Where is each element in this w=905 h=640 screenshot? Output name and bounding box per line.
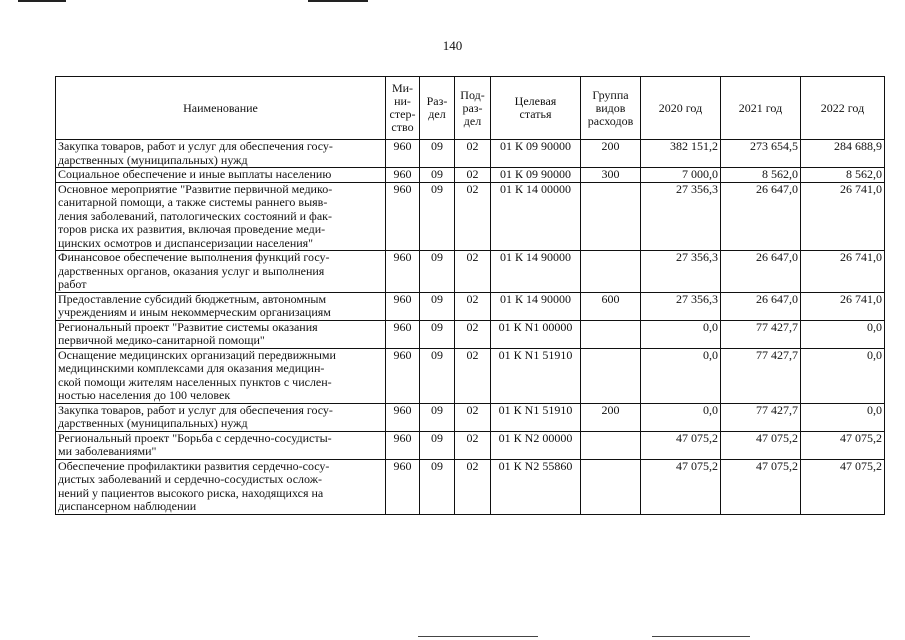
cell-ministry: 960 bbox=[386, 348, 420, 403]
table-row bbox=[56, 403, 885, 431]
cell-subsection: 02 bbox=[455, 431, 491, 459]
cell-year-2021: 47 075,2 bbox=[721, 459, 801, 514]
cell-subsection: 02 bbox=[455, 403, 491, 431]
column-header-name: Наименование bbox=[56, 77, 386, 140]
cell-target-article: 01 К 14 00000 bbox=[491, 182, 581, 251]
column-header-target-article: Целевая статья bbox=[491, 77, 581, 140]
column-header-year-2021: 2021 год bbox=[721, 77, 801, 140]
column-header-ministry: Ми- ни- стер- ство bbox=[386, 77, 420, 140]
cell-year-2021: 8 562,0 bbox=[721, 168, 801, 183]
cell-year-2021: 77 427,7 bbox=[721, 403, 801, 431]
cell-year-2020: 0,0 bbox=[641, 348, 721, 403]
cell-year-2022: 0,0 bbox=[801, 403, 885, 431]
column-header-expense-group: Группа видов расходов bbox=[581, 77, 641, 140]
cell-expense-group: 200 bbox=[581, 403, 641, 431]
cell-ministry: 960 bbox=[386, 251, 420, 293]
cell-year-2020: 0,0 bbox=[641, 403, 721, 431]
cell-year-2020: 0,0 bbox=[641, 320, 721, 348]
cell-year-2020: 7 000,0 bbox=[641, 168, 721, 183]
cell-name: Социальное обеспечение и иные выплаты населению bbox=[56, 168, 386, 183]
cell-year-2022: 47 075,2 bbox=[801, 459, 885, 514]
cell-year-2022: 8 562,0 bbox=[801, 168, 885, 183]
cell-year-2022: 0,0 bbox=[801, 320, 885, 348]
page-number: 140 bbox=[442, 38, 463, 53]
cell-section: 09 bbox=[420, 140, 455, 168]
table-row bbox=[56, 348, 885, 403]
cell-expense-group bbox=[581, 182, 641, 251]
column-header-year-2020: 2020 год bbox=[641, 77, 721, 140]
cell-year-2021: 26 647,0 bbox=[721, 251, 801, 293]
cell-target-article: 01 К N2 55860 bbox=[491, 459, 581, 514]
table-row bbox=[56, 251, 885, 293]
table-row bbox=[56, 168, 885, 183]
cell-year-2021: 77 427,7 bbox=[721, 320, 801, 348]
cell-year-2022: 26 741,0 bbox=[801, 292, 885, 320]
cell-section: 09 bbox=[420, 251, 455, 293]
cell-year-2020: 47 075,2 bbox=[641, 459, 721, 514]
cell-subsection: 02 bbox=[455, 348, 491, 403]
cell-subsection: 02 bbox=[455, 182, 491, 251]
cell-name: Закупка товаров, работ и услуг для обеспечения госу- дарственных (муниципальных) нужд bbox=[56, 403, 386, 431]
cell-target-article: 01 К N2 00000 bbox=[491, 431, 581, 459]
cell-expense-group bbox=[581, 320, 641, 348]
column-header-subsection: Под- раз- дел bbox=[455, 77, 491, 140]
table-row bbox=[56, 140, 885, 168]
budget-table bbox=[55, 76, 885, 515]
table-row bbox=[56, 182, 885, 251]
cell-ministry: 960 bbox=[386, 292, 420, 320]
table-row bbox=[56, 459, 885, 514]
cell-subsection: 02 bbox=[455, 292, 491, 320]
table-row bbox=[56, 431, 885, 459]
cell-target-article: 01 К N1 51910 bbox=[491, 403, 581, 431]
cell-year-2020: 382 151,2 bbox=[641, 140, 721, 168]
cell-year-2022: 26 741,0 bbox=[801, 251, 885, 293]
cell-target-article: 01 К 14 90000 bbox=[491, 251, 581, 293]
cell-subsection: 02 bbox=[455, 459, 491, 514]
cell-year-2020: 27 356,3 bbox=[641, 251, 721, 293]
cell-year-2021: 273 654,5 bbox=[721, 140, 801, 168]
cell-year-2020: 47 075,2 bbox=[641, 431, 721, 459]
cell-subsection: 02 bbox=[455, 320, 491, 348]
column-header-year-2022: 2022 год bbox=[801, 77, 885, 140]
table-header-row bbox=[56, 77, 885, 140]
cell-year-2021: 26 647,0 bbox=[721, 182, 801, 251]
top-edge-rule-right bbox=[308, 0, 368, 2]
cell-section: 09 bbox=[420, 292, 455, 320]
cell-ministry: 960 bbox=[386, 168, 420, 183]
cell-section: 09 bbox=[420, 168, 455, 183]
cell-target-article: 01 К N1 00000 bbox=[491, 320, 581, 348]
cell-year-2022: 0,0 bbox=[801, 348, 885, 403]
cell-year-2022: 47 075,2 bbox=[801, 431, 885, 459]
cell-year-2020: 27 356,3 bbox=[641, 182, 721, 251]
cell-name: Предоставление субсидий бюджетным, автономным учреждениям и иным некоммерческим организациям bbox=[56, 292, 386, 320]
cell-subsection: 02 bbox=[455, 140, 491, 168]
cell-name: Оснащение медицинских организаций передвижными медицинскими комплексами для оказания медицин- ской помощи жителям населенных пунктов с числен- ностью населения до 100 человек bbox=[56, 348, 386, 403]
table-row bbox=[56, 292, 885, 320]
cell-ministry: 960 bbox=[386, 182, 420, 251]
cell-target-article: 01 К 09 90000 bbox=[491, 140, 581, 168]
cell-target-article: 01 К 14 90000 bbox=[491, 292, 581, 320]
cell-expense-group bbox=[581, 251, 641, 293]
cell-year-2021: 26 647,0 bbox=[721, 292, 801, 320]
cell-year-2022: 26 741,0 bbox=[801, 182, 885, 251]
cell-expense-group bbox=[581, 348, 641, 403]
cell-year-2021: 77 427,7 bbox=[721, 348, 801, 403]
cell-section: 09 bbox=[420, 348, 455, 403]
cell-expense-group bbox=[581, 431, 641, 459]
cell-ministry: 960 bbox=[386, 320, 420, 348]
table-row bbox=[56, 320, 885, 348]
cell-name: Основное мероприятие "Развитие первичной медико- санитарной помощи, а также системы раннего выяв- ления заболеваний, патологических состояний и фак- торов риска их развития, включая проведение меди- цинских осмотров и диспансеризации населения" bbox=[56, 182, 386, 251]
cell-name: Финансовое обеспечение выполнения функций госу- дарственных органов, оказания услуг и выполнения работ bbox=[56, 251, 386, 293]
cell-section: 09 bbox=[420, 459, 455, 514]
cell-target-article: 01 К 09 90000 bbox=[491, 168, 581, 183]
cell-subsection: 02 bbox=[455, 251, 491, 293]
cell-section: 09 bbox=[420, 182, 455, 251]
cell-section: 09 bbox=[420, 320, 455, 348]
cell-expense-group: 300 bbox=[581, 168, 641, 183]
cell-year-2022: 284 688,9 bbox=[801, 140, 885, 168]
top-edge-rule-left bbox=[18, 0, 66, 2]
bottom-edge-rule-left bbox=[418, 636, 538, 637]
cell-ministry: 960 bbox=[386, 459, 420, 514]
table-body bbox=[56, 140, 885, 515]
cell-name: Закупка товаров, работ и услуг для обеспечения госу- дарственных (муниципальных) нужд bbox=[56, 140, 386, 168]
cell-target-article: 01 К N1 51910 bbox=[491, 348, 581, 403]
cell-ministry: 960 bbox=[386, 431, 420, 459]
cell-name: Региональный проект "Борьба с сердечно-сосудисты- ми заболеваниями" bbox=[56, 431, 386, 459]
bottom-edge-rule-right bbox=[652, 636, 750, 637]
column-header-section: Раз- дел bbox=[420, 77, 455, 140]
cell-year-2020: 27 356,3 bbox=[641, 292, 721, 320]
cell-section: 09 bbox=[420, 431, 455, 459]
cell-section: 09 bbox=[420, 403, 455, 431]
cell-expense-group: 600 bbox=[581, 292, 641, 320]
cell-expense-group bbox=[581, 459, 641, 514]
cell-ministry: 960 bbox=[386, 140, 420, 168]
cell-ministry: 960 bbox=[386, 403, 420, 431]
cell-name: Региональный проект "Развитие системы оказания первичной медико-санитарной помощи" bbox=[56, 320, 386, 348]
cell-subsection: 02 bbox=[455, 168, 491, 183]
cell-name: Обеспечение профилактики развития сердечно-сосу- дистых заболеваний и сердечно-сосудистых ослож- нений у пациентов высокого риска, находящихся на диспансерном наблюдении bbox=[56, 459, 386, 514]
cell-expense-group: 200 bbox=[581, 140, 641, 168]
cell-year-2021: 47 075,2 bbox=[721, 431, 801, 459]
